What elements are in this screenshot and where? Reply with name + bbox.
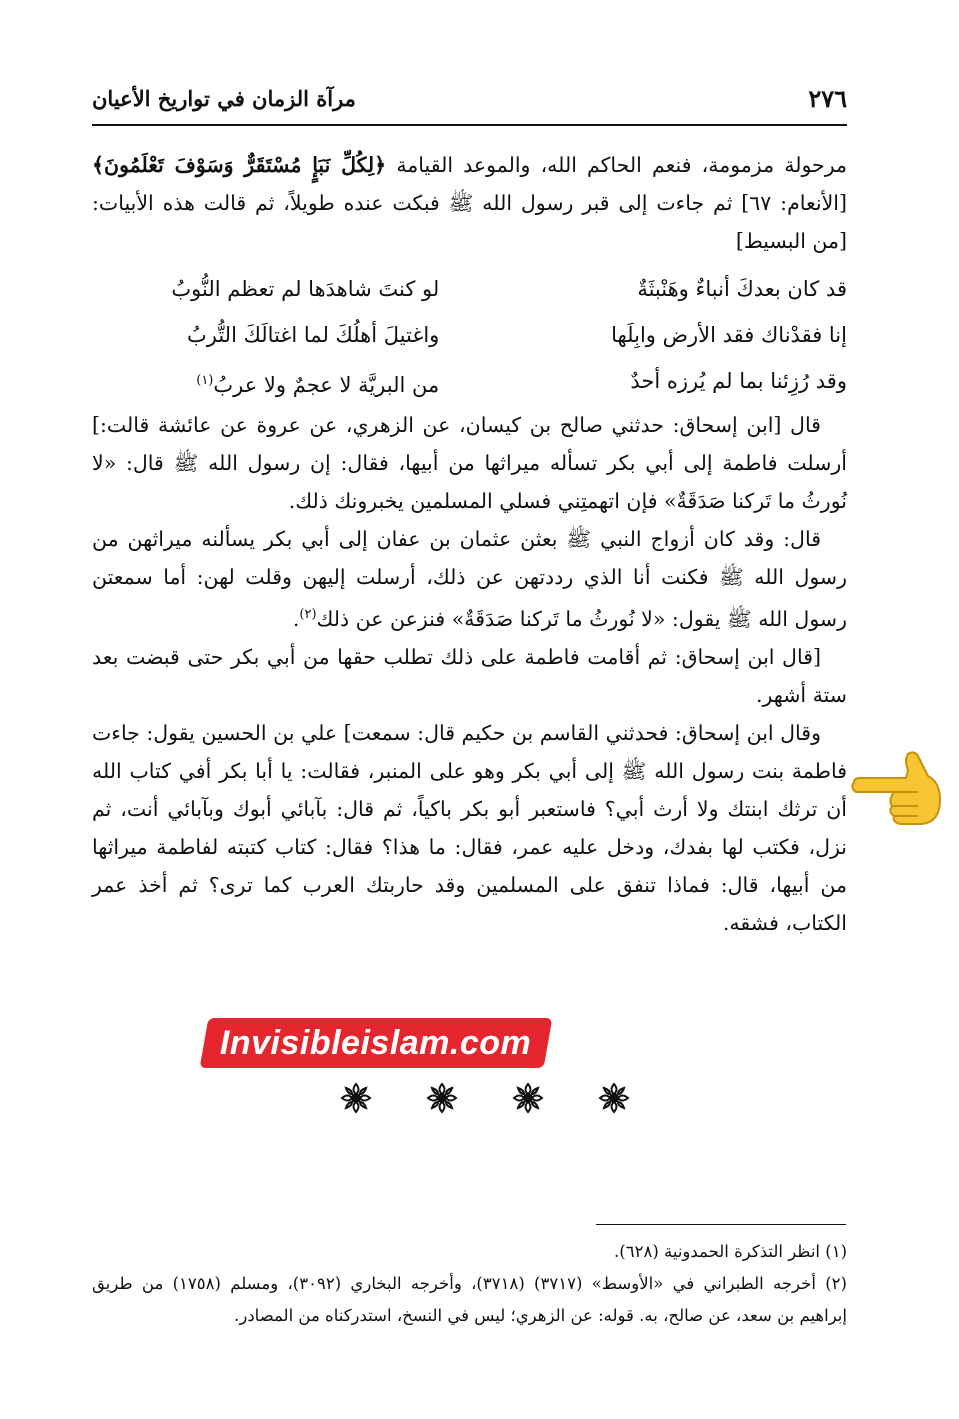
footnote-2: (٢) أخرجه الطبراني في «الأوسط» (٣٧١٧) (٣٧١٨)، وأخرجه البخاري (٣٠٩٢)، ومسلم (١٧٥٨) من طريق إبراهيم بن سعد، عن صالح، به. قوله: عن الزهري؛ ليس في النسخ، استدركناه من المصادر. xyxy=(92,1274,847,1325)
poem-verse xyxy=(92,266,847,312)
running-title: مرآة الزمان في تواريخ الأعيان xyxy=(92,86,356,111)
footnote-ref-1: (١) xyxy=(196,373,214,388)
poem-verse xyxy=(92,358,847,404)
verse-first-hemistich: قد كان بعدكَ أنباءٌ وهَنْبثَةٌ xyxy=(637,277,847,301)
quran-verse: ﴿لِكُلِّ نَبَإٍ مُسْتَقَرٌّ وَسَوْفَ تَعْلَمُونَ﴾ xyxy=(92,153,387,177)
poem-verse xyxy=(92,312,847,358)
main-text xyxy=(92,146,847,942)
verse-first-hemistich: إنا فقدْناك فقد الأرض وابِلَها xyxy=(611,323,847,347)
verse-second-hemistich: واغتيلَ أهلُكَ لما اغتالَكَ التُّربُ xyxy=(186,323,440,347)
paragraph-1 xyxy=(92,146,847,260)
verse-second-hemistich-text: من البريَّة لا عجمٌ ولا عربُ xyxy=(213,373,440,397)
floral-ornament-icon xyxy=(426,1082,458,1114)
paragraph-2: قال [ابن إسحاق: حدثني صالح بن كيسان، عن الزهري، عن عروة عن عائشة قالت:] أرسلت فاطمة إلى أبي بكر تسأله ميراثها من أبيها، فقال: إن رسول الله ﷺ قال: «لا نُورثُ ما تَركنا صَدَقَةٌ» فإن اتهمتِني فسلي المسلمين يخبرونك ذلك. xyxy=(92,413,847,513)
verse-first-hemistich: وقد رُزِئنا بما لم يُرزه أحدٌ xyxy=(630,369,847,393)
paragraph-3-end: . xyxy=(292,606,300,631)
watermark-banner xyxy=(200,1018,553,1068)
paragraph-5: وقال ابن إسحاق: فحدثني القاسم بن حكيم قال: سمعت] علي بن الحسين يقول: جاءت فاطمة بنت رسول الله ﷺ إلى أبي بكر وهو على المنبر، فقالت: يا أبا بكر أفي كتاب الله أن ترثك ابنتك ولا أرث أبي؟ فاستعبر أبو بكر باكياً، ثم قال: بآبائي أبوك وبآبائي أنت، ثم نزل، فكتب لها بفدك، ودخل عليه عمر، فقال: ما هذا؟ فقال: كتاب كتبته لفاطمة ميراثها من أبيها، قال: فماذا تنفق على المسلمين وقد حاربتك العرب كما ترى؟ ثم أخذ عمر الكتاب، فشقه. xyxy=(92,720,847,935)
footnote-1: (١) انظر التذكرة الحمدونية (٦٢٨). xyxy=(614,1242,847,1261)
floral-ornament-icon xyxy=(340,1082,372,1114)
poem xyxy=(92,266,847,404)
verse-second-hemistich xyxy=(92,358,439,404)
page-header xyxy=(92,84,847,126)
floral-ornament-icon xyxy=(512,1082,544,1114)
paragraph-3 xyxy=(92,520,847,638)
footnotes xyxy=(92,1236,847,1332)
paragraph-4: [قال ابن إسحاق: ثم أقامت فاطمة على ذلك تطلب حقها من أبي بكر حتى قبضت بعد ستة أشهر. xyxy=(92,644,847,707)
watermark-text: Invisibleislam.com xyxy=(220,1023,532,1062)
paragraph-1-text: مرحولة مزمومة، فنعم الحاكم الله، والموعد القيامة xyxy=(386,153,847,177)
paragraph-3-text: قال: وقد كان أزواج النبي ﷺ بعثن عثمان بن عفان إلى أبي بكر يسألنه ميراثهن من رسول الله ﷺ فكنت أنا الذي رددتهن عن ذلك، أرسلت إليهن وقلت لهن: أما سمعتن رسول الله ﷺ يقول: «لا نُورثُ ما تَركنا صَدَقَةٌ» فنزعن عن ذلك xyxy=(92,527,847,631)
pointing-hand-icon xyxy=(848,748,943,828)
verse-second-hemistich: لو كنتَ شاهدَها لم تعظم النُّوبُ xyxy=(171,277,440,301)
page-number: ٢٧٦ xyxy=(808,84,847,113)
footnote-separator xyxy=(596,1224,846,1225)
section-ornaments xyxy=(340,1082,630,1118)
floral-ornament-icon xyxy=(598,1082,630,1114)
paragraph-1-continuation: [الأنعام: ٦٧] ثم جاءت إلى قبر رسول الله ﷺ فبكت عنده طويلاً، ثم قالت هذه الأبيات: [من البسيط] xyxy=(92,191,847,253)
footnote-ref-2: (٢) xyxy=(299,607,317,622)
